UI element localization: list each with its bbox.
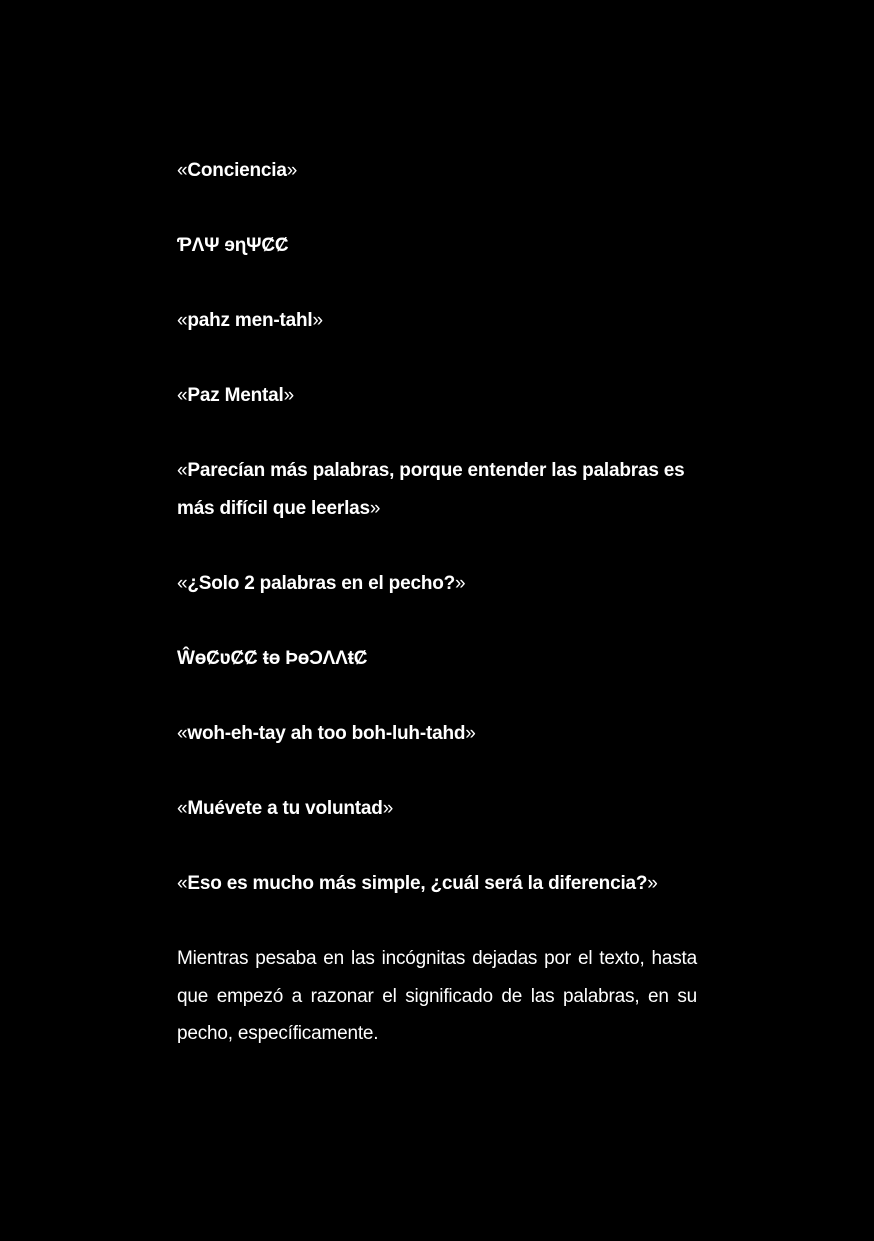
dialogue-line-pronunciation-2: «woh-eh-tay ah too boh-luh-tahd» [177, 723, 476, 744]
dialogue-line-eso-es-mucho: «Eso es mucho más simple, ¿cuál será la diferencia?» [177, 873, 658, 894]
glyph-line-muevete: ŴɵȻʋȻȻ ŧɵ ÞɵƆɅɅŧȻ [177, 648, 368, 669]
dialogue-line-solo-2-palabras: «¿Solo 2 palabras en el pecho?» [177, 573, 466, 594]
glyph-line-paz-mental: ƤɅΨ ɘɳΨȻȻ [177, 235, 289, 256]
dialogue-line-conciencia: «Conciencia» [177, 160, 298, 181]
dialogue-line-parecian: «Parecían más palabras, porque entender las palabras es más difícil que leerlas» [177, 460, 685, 519]
dialogue-line-muevete: «Muévete a tu voluntad» [177, 798, 394, 819]
dialogue-line-pronunciation-1: «pahz men-tahl» [177, 310, 323, 331]
narration-paragraph: Mientras pesaba en las incógnitas dejadas por el texto, hasta que empezó a razonar el significado de las palabras, en su pecho, específicamente. [177, 948, 697, 1044]
dialogue-line-paz-mental: «Paz Mental» [177, 385, 294, 406]
document-body [177, 152, 697, 1053]
